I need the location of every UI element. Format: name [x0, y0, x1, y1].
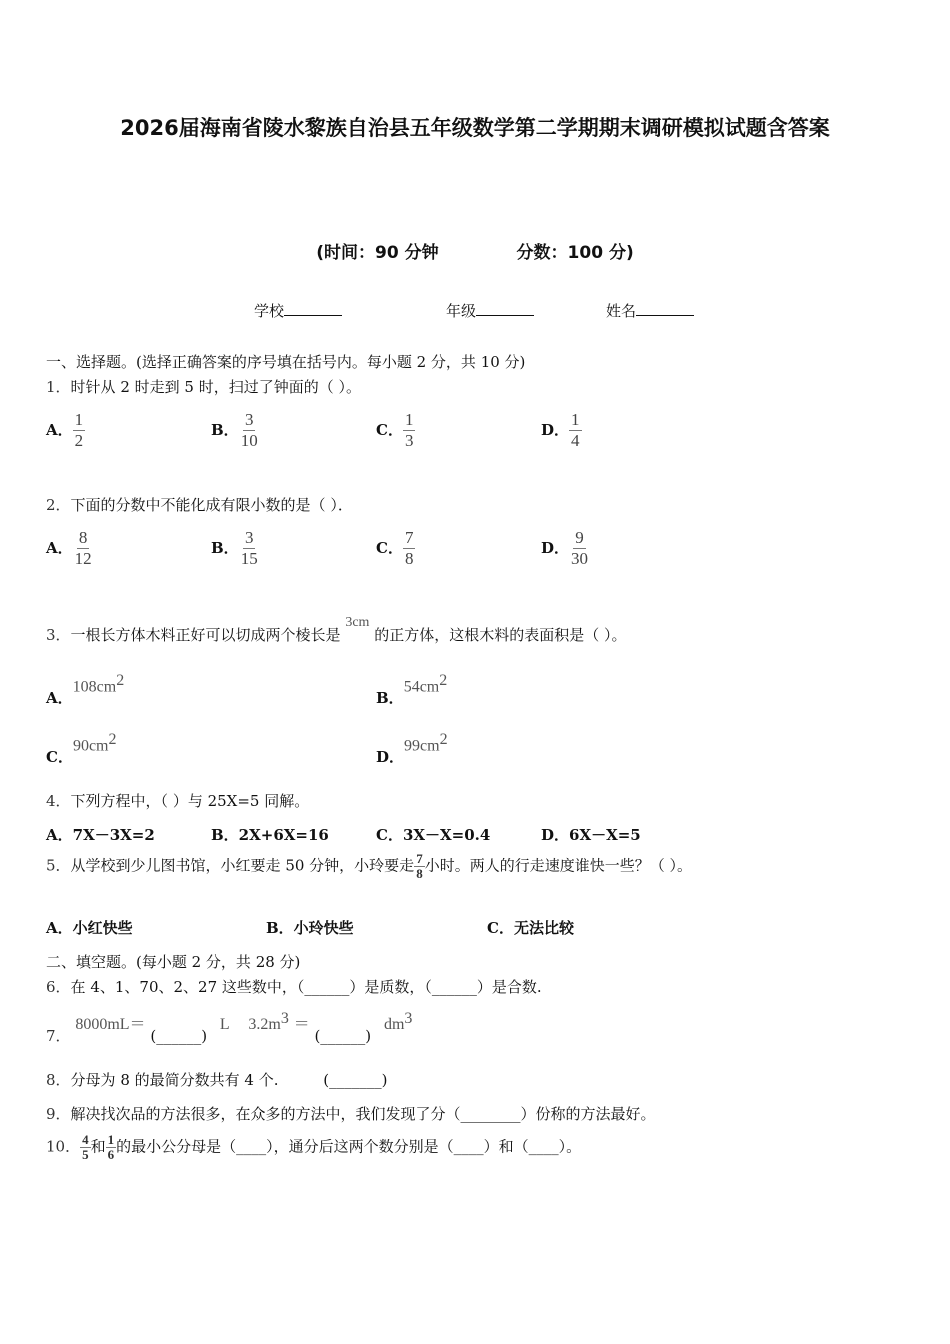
total-score: 分数：100 分) — [516, 243, 634, 263]
q5-option-b[interactable]: B．小玲快些 — [266, 919, 354, 937]
question-8: 8．分母为 8 的最简分数共有 4 个. (_______) — [46, 1071, 388, 1089]
q2-option-d[interactable]: D． $\frac{9}{30}$ — [541, 528, 589, 568]
q7-blank-1[interactable]: (______) — [150, 1027, 208, 1045]
q1-option-c[interactable]: C． $\frac{1}{3}$ — [376, 410, 414, 450]
fraction-4-5: $\frac{4}{5}$ — [82, 1132, 89, 1162]
q3-option-d[interactable]: D．$99cm^2$ — [376, 731, 448, 767]
q7-blank-2[interactable]: (______) — [314, 1027, 372, 1045]
question-2: 2．下面的分数中不能化成有限小数的是（ ）． — [46, 496, 353, 514]
question-4: 4．下列方程中，（ ）与 25X=5 同解。 — [46, 792, 310, 810]
q2-option-a[interactable]: A． $\frac{8}{12}$ — [46, 528, 92, 568]
question-1: 1．时针从 2 时走到 5 时，扫过了钟面的（ ）。 — [46, 378, 361, 396]
q2-option-c[interactable]: C． $\frac{7}{8}$ — [376, 528, 414, 568]
time-limit: (时间：90 分钟 — [316, 243, 439, 263]
exam-subtitle — [0, 238, 950, 263]
fraction-7-8: $\frac{7}{8}$ — [416, 851, 423, 881]
q5-option-c[interactable]: C．无法比较 — [487, 919, 574, 937]
q8-blank[interactable]: (_______) — [323, 1071, 388, 1089]
name-field[interactable]: 姓名 — [606, 300, 694, 321]
page-title: 2026届海南省陵水黎族自治县五年级数学第二学期期末调研模拟试题含答案 — [120, 116, 830, 140]
question-6: 6．在 4、1、70、2、27 这些数中，（______）是质数，（______）是合数. — [46, 978, 542, 996]
q3-option-a[interactable]: A．$108cm^2$ — [46, 672, 125, 708]
q2-option-b[interactable]: B． $\frac{3}{15}$ — [211, 528, 258, 568]
fraction-1-6: $\frac{1}{6}$ — [107, 1132, 115, 1162]
q5-option-a[interactable]: A．小红快些 — [46, 919, 133, 937]
question-7: 7． 8000mL＝ (______) L $3.2m^3$ ＝ (______) $dm^3$ — [46, 1010, 413, 1045]
school-field[interactable]: 学校 — [254, 300, 342, 321]
question-3: 3．一根长方体木料正好可以切成两个棱长是 3cm 的正方体，这根木料的表面积是（ ）。 — [46, 615, 627, 644]
unit-3cm: 3cm — [345, 615, 370, 630]
section-heading-choice: 一、选择题。(选择正确答案的序号填在括号内。每小题 2 分，共 10 分) — [46, 353, 526, 371]
question-5: 5．从学校到少儿图书馆，小红要走 50 分钟，小玲要走 $\frac{7}{8}$ 小时。两人的行走速度谁快一些？（ ）。 — [46, 851, 692, 881]
question-10: 10． $\frac{4}{5}$ 和 $\frac{1}{6}$ 的最小公分母是（____），通分后这两个数分别是（____）和（____）。 — [46, 1132, 582, 1162]
q4-option-c[interactable]: C．3X－X=0.4 — [376, 826, 491, 844]
q4-option-b[interactable]: B．2X+6X=16 — [211, 826, 329, 844]
q3-option-b[interactable]: B．$54cm^2$ — [376, 672, 448, 708]
q1-option-b[interactable]: B． $\frac{3}{10}$ — [211, 410, 258, 450]
question-9: 9．解决找次品的方法很多，在众多的方法中，我们发现了分（________）份称的方法最好。 — [46, 1105, 656, 1123]
q4-option-d[interactable]: D．6X－X=5 — [541, 826, 641, 844]
q3-option-c[interactable]: C．$90cm^2$ — [46, 731, 117, 767]
q4-option-a[interactable]: A．7X－3X=2 — [46, 826, 155, 844]
q1-option-a[interactable]: A． $\frac{1}{2}$ — [46, 410, 84, 450]
section-heading-fill: 二、填空题。(每小题 2 分，共 28 分) — [46, 953, 301, 971]
grade-field[interactable]: 年级 — [446, 300, 534, 321]
q1-option-d[interactable]: D． $\frac{1}{4}$ — [541, 410, 580, 450]
